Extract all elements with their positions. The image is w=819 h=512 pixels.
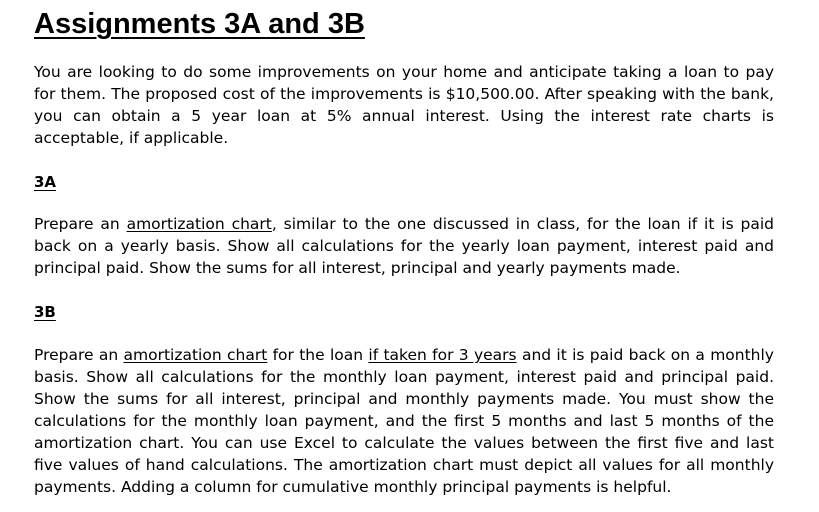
section-3a-paragraph xyxy=(34,213,774,279)
document-title: Assignments 3A and 3B xyxy=(34,8,365,40)
section-3a-text-after: , similar to the one discussed in class, for the loan if it is paid back on a yearly basis. Show all calculations for the yearly loan payment, interest paid and principal paid. Show the sums for all interest, principal and yearly payments made. xyxy=(34,215,774,277)
section-3b-text-middle: for the loan xyxy=(267,346,369,364)
section-heading-3a: 3A xyxy=(34,173,57,191)
loan-term-underlined: if taken for 3 years xyxy=(368,346,517,364)
section-3a-text-before: Prepare an xyxy=(34,215,127,233)
section-heading-3b: 3B xyxy=(34,303,56,321)
intro-paragraph: You are looking to do some improvements on your home and anticipate taking a loan to pay for them. The proposed cost of the improvements is $10,500.00. After speaking with the bank, you can obtain a 5 year loan at 5% annual interest. Using the interest rate charts is acceptable, if applicable. xyxy=(34,63,774,147)
section-3b-paragraph xyxy=(34,344,774,498)
section-3b-text-after: and it is paid back on a monthly basis. Show all calculations for the monthly loan payment, interest paid and principal paid. Show the sums for all interest, principal and monthly payments made. You must show the calculations for the monthly loan payment, and the first 5 months and last 5 months of the amortization chart. You can use Excel to calculate the values between the first five and last five values of hand calculations. The amortization chart must depict all values for all monthly payments. Adding a column for cumulative monthly principal payments is helpful. xyxy=(34,346,774,496)
amortization-chart-underlined: amortization chart xyxy=(126,215,272,233)
section-3b-text-before: Prepare an xyxy=(34,346,124,364)
amortization-chart-underlined: amortization chart xyxy=(123,346,268,364)
